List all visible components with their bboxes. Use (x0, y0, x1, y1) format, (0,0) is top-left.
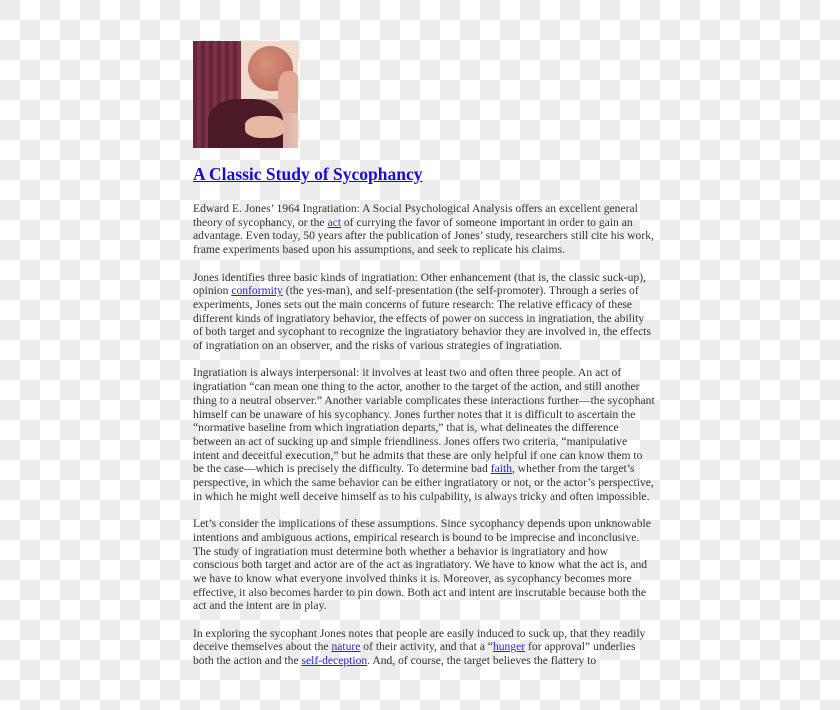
link-faith[interactable]: faith (490, 462, 512, 476)
article (193, 41, 655, 668)
link-act[interactable]: act (327, 215, 341, 229)
text-segment: . And, of course, the target believes the flattery to (367, 654, 597, 668)
paragraph-2 (193, 271, 655, 353)
text-segment: of currying the favor of someone important in order to gain an advantage. Even today, 50 years after the publication of Jones’ study, researchers still cite his work, frame experiments based upon his assumptions, and seek to replicate his claims. (193, 215, 654, 257)
text-segment: (the yes-man), and self-presentation (the self-promoter). Through a series of experiments, Jones sets out the main concerns of future research: The relative efficacy of these different kinds of ingratiatory behavior, the effects of power on success in ingratiation, the ability of both target and sycophant to recognize the ingratiatory behavior they are involved in, the effects of ingratiation on an observer, and the risks of various strategies of ingratiation. (193, 284, 652, 353)
text-segment: , whether from the target’s perspective, in which the same behavior can be either ingratiatory or not, or the actor’s perspective, in which he might well deceive himself as to his culpability, is always tricky and often impossible. (193, 462, 654, 503)
text-segment: In exploring the sycophant Jones notes that people are easily induced to suck up, that they readily deceive themselves about the (193, 626, 646, 654)
article-photo (193, 41, 298, 148)
paragraph-1 (193, 202, 655, 257)
paragraph-4 (193, 517, 655, 613)
link-self-deception[interactable]: self-deception (301, 654, 368, 668)
link-conformity[interactable]: conformity (231, 284, 283, 298)
photo-face (278, 71, 298, 111)
text-segment: Let’s consider the implications of these assumptions. Since sycophancy depends upon unknowable intentions and ambiguous actions, empirical research is bound to be imprecise and inconclusive. The study of ingratiation must determine both whether a behavior is ingratiatory and how conscious both target and actor are of the act as ingratiatory. We have to know what the act is, and we have to know what everyone involved thinks it is. Moreover, as sycophancy becomes more effective, it also becomes harder to pin down. Both act and intent are inscrutable because both the act and the intent are in play. (193, 517, 651, 613)
text-segment: for approval” underlies both the action and the (193, 640, 636, 668)
photo-hands (245, 116, 285, 138)
paragraph-5 (193, 627, 655, 668)
paragraph-3 (193, 366, 655, 503)
text-segment: Ingratiation is always interpersonal: it involves at least two and often three people. An act of ingratiation “can mean one thing to the actor, another to the target of the action, and still another thing to a neutral observer.” Another variable complicates these interactions further—the sycophant himself can be unaware of his sycophancy. Jones further notes that it is difficult to ascertain the “normative baseline from which ingratiation departs,” that is, what delineates the difference between an act of sucking up and simple friendliness. Jones offers two criteria, “manipulative intent and deceitful execution,” but he admits that these are only helpful if one can know them to be the case—which is precisely the difficulty. To determine bad (193, 366, 655, 476)
link-nature[interactable]: nature (331, 640, 361, 654)
text-segment: Jones identifies three basic kinds of ingratiation: Other enhancement (that is, the classic suck-up), opinion (193, 270, 646, 298)
article-title-link[interactable]: A Classic Study of Sycophancy (193, 164, 423, 184)
text-segment: Edward E. Jones’ 1964 Ingratiation: A Social Psychological Analysis offers an excellent general theory of sycophancy, or the (193, 202, 638, 229)
link-hunger[interactable]: hunger (492, 640, 526, 654)
text-segment: of their activity, and that a “ (360, 640, 493, 654)
